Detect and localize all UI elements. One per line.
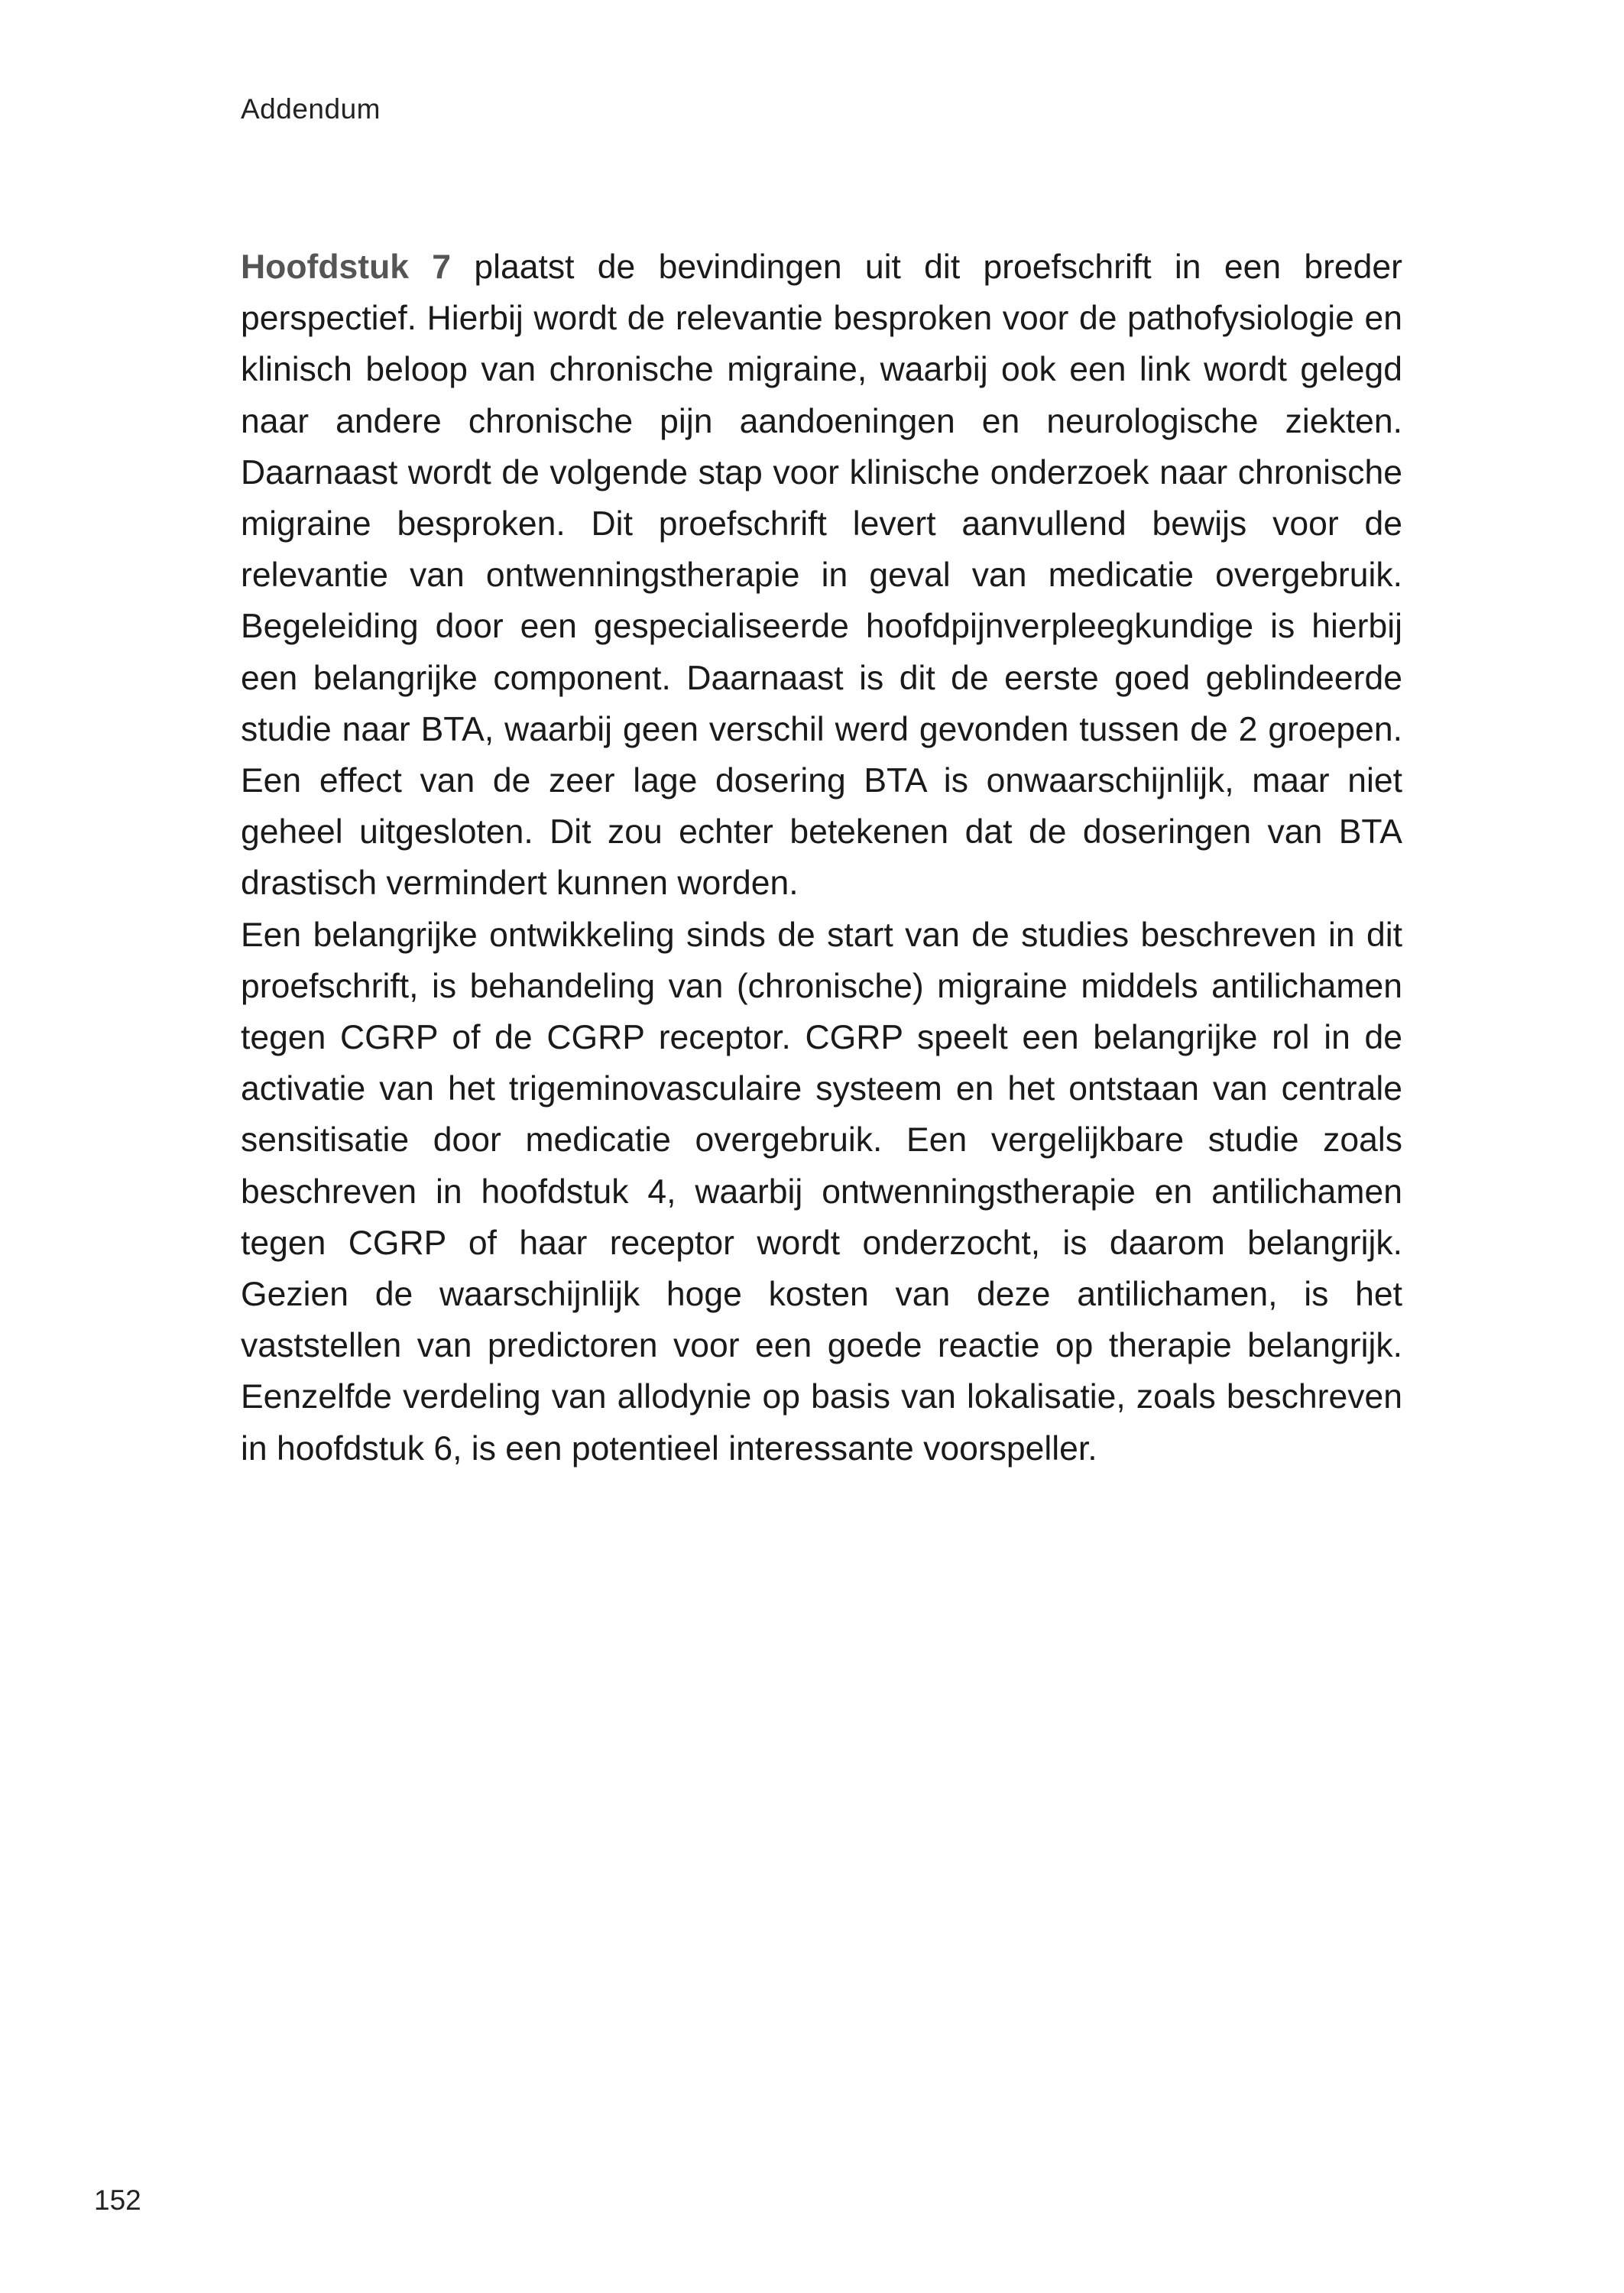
paragraph-1 (241, 242, 1402, 910)
running-header: Addendum (241, 93, 381, 125)
paragraph-1-text: plaatst de bevindingen uit dit proefschrift in een breder perspectief. Hierbij wordt de relevantie besproken voor de pathofysiologie en klinisch beloop van chronische migraine, waarbij ook een link wordt gelegd naar andere chronische pijn aandoeningen en neurologische ziekten. Daarnaast wordt de volgende stap voor klinische onderzoek naar chronische migraine besproken. Dit proefschrift levert aanvullend bewijs voor de relevantie van ontwenningstherapie in geval van medicatie overgebruik. Begeleiding door een gespecialiseerde hoofdpijnverpleegkundige is hierbij een belangrijke component. Daarnaast is dit de eerste goed geblindeerde studie naar BTA, waarbij geen verschil werd gevonden tussen de 2 groepen. Een effect van de zeer lage dosering BTA is onwaarschijnlijk, maar niet geheel uitgesloten. Dit zou echter betekenen dat de doseringen van BTA drastisch vermindert kunnen worden. (241, 248, 1403, 903)
page-number: 152 (94, 2184, 141, 2216)
paragraph-2: Een belangrijke ontwikkeling sinds de start van de studies beschreven in dit proefschrift, is behandeling van (chronische) migraine middels antilichamen tegen CGRP of de CGRP receptor. CGRP speelt een belangrijke rol in de activatie van het trigeminovasculaire systeem en het ontstaan van centrale sensitisatie door medicatie overgebruik. Een vergelijkbare studie zoals beschreven in hoofdstuk 4, waarbij ontwenningstherapie en antilichamen tegen CGRP of haar receptor wordt onderzocht, is daarom belangrijk. Gezien de waarschijnlijk hoge kosten van deze antilichamen, is het vaststellen van predictoren voor een goede reactie op therapie belangrijk. Eenzelfde verdeling van allodynie op basis van lokalisatie, zoals beschreven in hoofdstuk 6, is een potentieel interessante voorspeller. (241, 916, 1402, 1468)
body-text (241, 242, 1402, 1474)
chapter-reference: Hoofdstuk 7 (241, 248, 452, 286)
